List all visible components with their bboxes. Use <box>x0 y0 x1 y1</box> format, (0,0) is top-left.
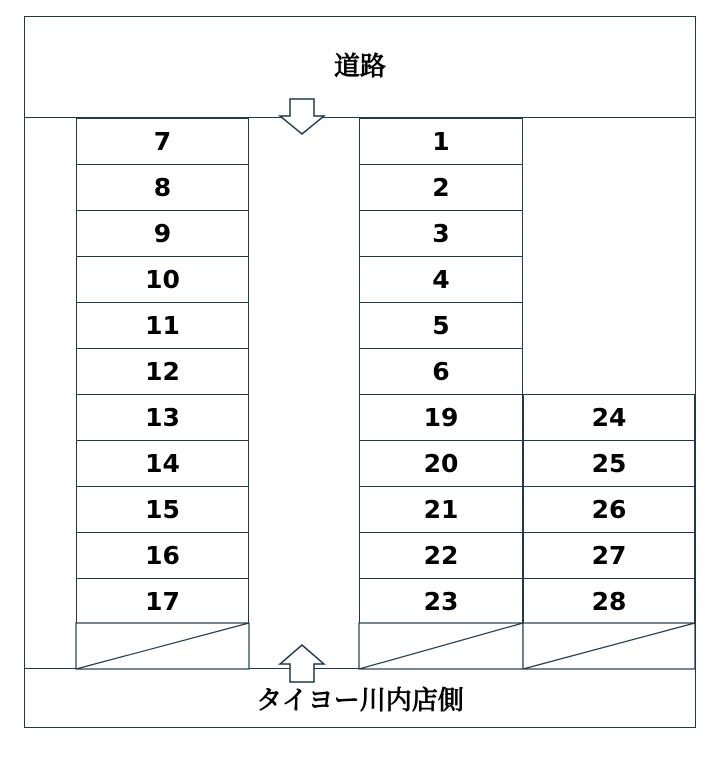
blank-slot-middle <box>359 623 523 669</box>
parking-slot-24: 24 <box>523 394 695 441</box>
parking-slot-1: 1 <box>359 118 523 165</box>
parking-slot-16: 16 <box>76 532 249 579</box>
parking-slot-13: 13 <box>76 394 249 441</box>
parking-slot-15: 15 <box>76 486 249 533</box>
parking-slot-5: 5 <box>359 302 523 349</box>
parking-slot-8: 8 <box>76 164 249 211</box>
parking-slot-12: 12 <box>76 348 249 395</box>
blank-slot-right <box>523 623 695 669</box>
parking-slot-22: 22 <box>359 532 523 579</box>
parking-slot-17: 17 <box>76 578 249 625</box>
parking-slot-23: 23 <box>359 578 523 625</box>
entrance-arrow-down-icon <box>280 99 324 134</box>
road-label: 道路 <box>333 52 386 82</box>
blank-slot-left <box>76 623 249 669</box>
parking-slot-25: 25 <box>523 440 695 487</box>
store-side-label: タイヨー川内店側 <box>256 686 464 716</box>
parking-slot-4: 4 <box>359 256 523 303</box>
parking-slot-27: 27 <box>523 532 695 579</box>
arrow-up-icon <box>280 645 324 682</box>
parking-slot-21: 21 <box>359 486 523 533</box>
parking-slot-14: 14 <box>76 440 249 487</box>
parking-slot-11: 11 <box>76 302 249 349</box>
parking-slot-28: 28 <box>523 578 695 625</box>
parking-slot-6: 6 <box>359 348 523 395</box>
parking-slot-9: 9 <box>76 210 249 257</box>
parking-slot-2: 2 <box>359 164 523 211</box>
parking-slot-10: 10 <box>76 256 249 303</box>
parking-slot-19: 19 <box>359 394 523 441</box>
parking-slot-20: 20 <box>359 440 523 487</box>
parking-slot-26: 26 <box>523 486 695 533</box>
parking-slot-3: 3 <box>359 210 523 257</box>
parking-slot-7: 7 <box>76 118 249 165</box>
